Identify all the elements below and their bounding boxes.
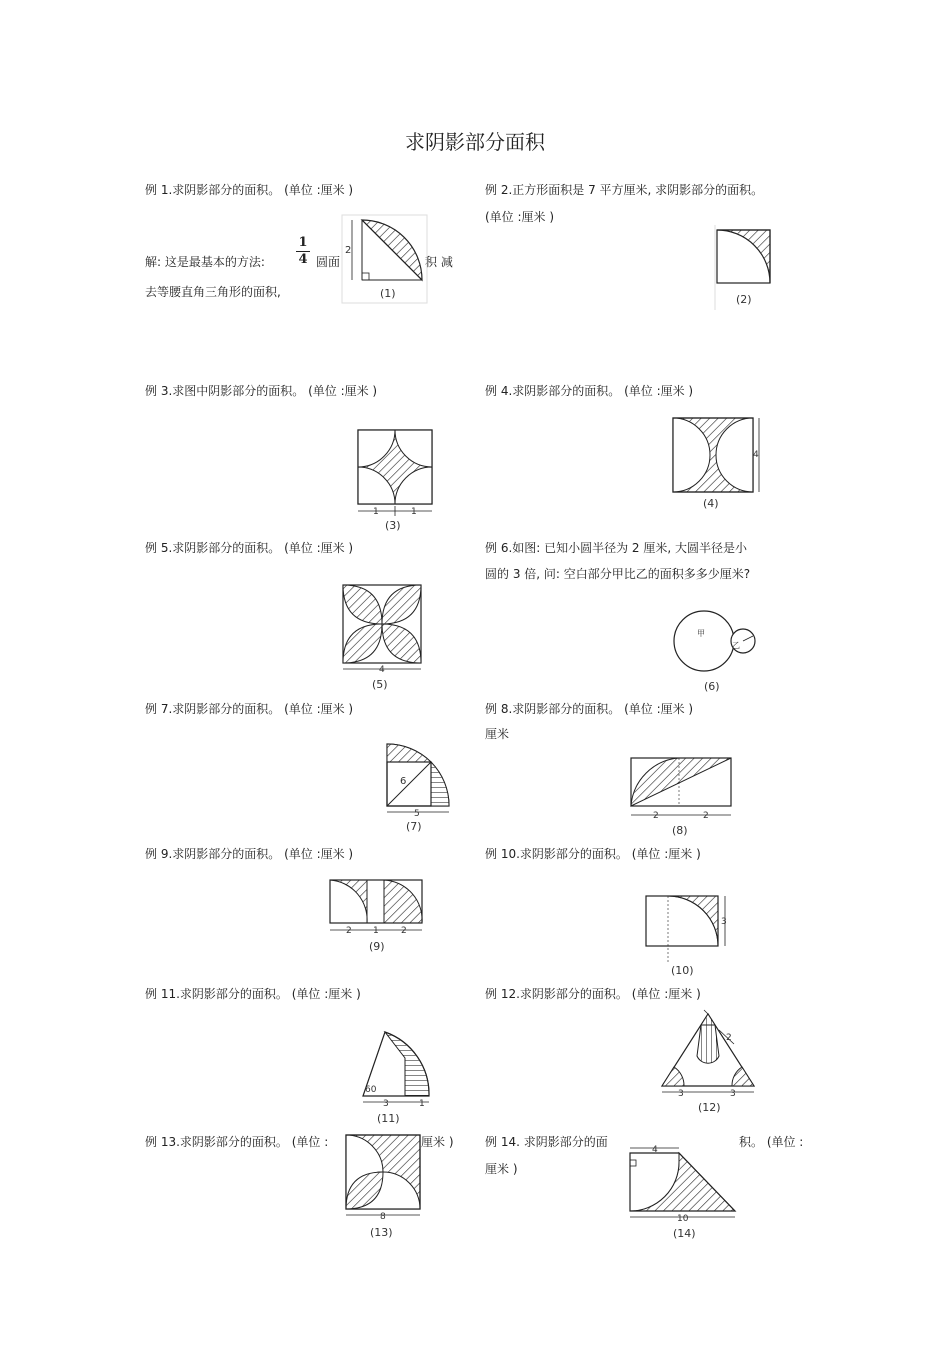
example-2-question: 例 2.正方形面积是 7 平方厘米, 求阴影部分的面积。	[485, 183, 764, 197]
example-12-question: 例 12.求阴影部分的面积。 (单位 :厘米 )	[485, 987, 701, 1001]
fig7-dim-diag: 6	[400, 776, 407, 787]
fig8-dim-left: 2	[653, 811, 659, 821]
example-5-question: 例 5.求阴影部分的面积。 (单位 :厘米 )	[145, 541, 354, 555]
example-11-question: 例 11.求阴影部分的面积。 (单位 :厘米 )	[145, 987, 361, 1001]
example-4-question: 例 4.求阴影部分的面积。 (单位 :厘米 )	[485, 384, 694, 398]
figure-5	[340, 583, 424, 693]
page-title: 求阴影部分面积	[405, 130, 545, 154]
example-3-question: 例 3.求图中阴影部分的面积。 (单位 :厘米 )	[145, 384, 378, 398]
example-6-question-line2: 圆的 3 倍, 问: 空白部分甲比乙的面积多多少厘米?	[485, 567, 751, 581]
fig9-dim-mid: 1	[373, 926, 379, 936]
fig7-label: (7)	[406, 820, 422, 833]
example-1-solution-end: 积 减	[425, 255, 453, 269]
fig14-label: (14)	[673, 1227, 696, 1240]
example-1-solution-line2: 去等腰直角三角形的面积,	[145, 285, 281, 299]
figure-10	[643, 892, 739, 982]
fig8-label: (8)	[672, 824, 688, 837]
one-quarter-fraction	[296, 236, 310, 267]
example-1-solution-mid: 圆面	[316, 255, 341, 269]
fig11-angle: 60	[365, 1085, 377, 1095]
example-1-question: 例 1.求阴影部分的面积。 (单位 :厘米 )	[145, 183, 354, 197]
fraction-numerator: 1	[298, 235, 308, 250]
fig6-label: (6)	[704, 680, 720, 693]
fig10-label: (10)	[671, 964, 694, 977]
fig10-dim: 3	[721, 917, 727, 927]
fig11-dim-right: 1	[419, 1099, 425, 1109]
fig3-dim-right: 1	[411, 507, 417, 517]
figure-9	[327, 878, 425, 958]
figure-6	[670, 608, 762, 698]
figure-3	[355, 428, 435, 536]
fig9-label: (9)	[369, 940, 385, 953]
example-14-unit-end: 厘米 )	[485, 1162, 518, 1176]
example-13-question: 例 13.求阴影部分的面积。 (单位 :	[145, 1135, 329, 1149]
figure-8	[628, 756, 734, 842]
example-1-solution-start: 解: 这是最基本的方法:	[145, 255, 265, 269]
fig14-dim-top: 4	[652, 1145, 658, 1155]
figure-14	[627, 1145, 739, 1245]
fig8-dim-right: 2	[703, 811, 709, 821]
example-14-question: 例 14. 求阴影部分的面	[485, 1135, 608, 1149]
figure-1	[342, 215, 427, 305]
fig13-dim: 8	[380, 1212, 386, 1222]
figure-11	[355, 1030, 435, 1128]
figure-12	[656, 1010, 760, 1120]
fig6-jia-label: 甲	[697, 629, 705, 638]
fig12-dim-left: 3	[678, 1089, 684, 1099]
fig5-label: (5)	[372, 678, 388, 691]
fig11-dim-left: 3	[383, 1099, 389, 1109]
figure-2	[712, 225, 774, 310]
fig9-dim-left: 2	[346, 926, 352, 936]
fig3-dim-left: 1	[373, 507, 379, 517]
fig6-yi-label: 乙	[732, 641, 740, 650]
example-7-question: 例 7.求阴影部分的面积。 (单位 :厘米 )	[145, 702, 354, 716]
figure-4	[670, 415, 766, 513]
example-6-question: 例 6.如图: 已知小圆半径为 2 厘米, 大圆半径是小	[485, 541, 748, 555]
example-2-unit: (单位 :厘米 )	[485, 210, 555, 224]
example-8-question: 例 8.求阴影部分的面积。 (单位 :厘米 )	[485, 702, 694, 716]
example-9-question: 例 9.求阴影部分的面积。 (单位 :厘米 )	[145, 847, 354, 861]
figure-7	[384, 742, 454, 836]
example-10-question: 例 10.求阴影部分的面积。 (单位 :厘米 )	[485, 847, 701, 861]
figure-13	[342, 1133, 422, 1243]
fig4-label: (4)	[703, 497, 719, 510]
fig9-dim-right: 2	[401, 926, 407, 936]
fig5-dim: 4	[379, 665, 385, 675]
fig4-dim: 4	[753, 450, 759, 460]
example-13-unit-end: 厘米 )	[421, 1135, 454, 1149]
fig1-dim: 2	[345, 245, 352, 256]
fig13-label: (13)	[370, 1226, 393, 1239]
fig12-label: (12)	[698, 1101, 721, 1114]
fig7-dim-base: 5	[414, 809, 420, 819]
example-14-unit-start: 积。 (单位 :	[739, 1135, 804, 1149]
fig1-label: (1)	[380, 287, 396, 300]
fig2-label: (2)	[736, 293, 752, 306]
fig12-dim-side: 2	[726, 1033, 732, 1043]
fraction-denominator: 4	[298, 252, 308, 267]
fig12-dim-right: 3	[730, 1089, 736, 1099]
fig11-label: (11)	[377, 1112, 400, 1125]
fig3-label: (3)	[385, 519, 401, 532]
fig14-dim-base: 10	[677, 1214, 689, 1224]
example-8-unit: 厘米	[485, 727, 510, 741]
